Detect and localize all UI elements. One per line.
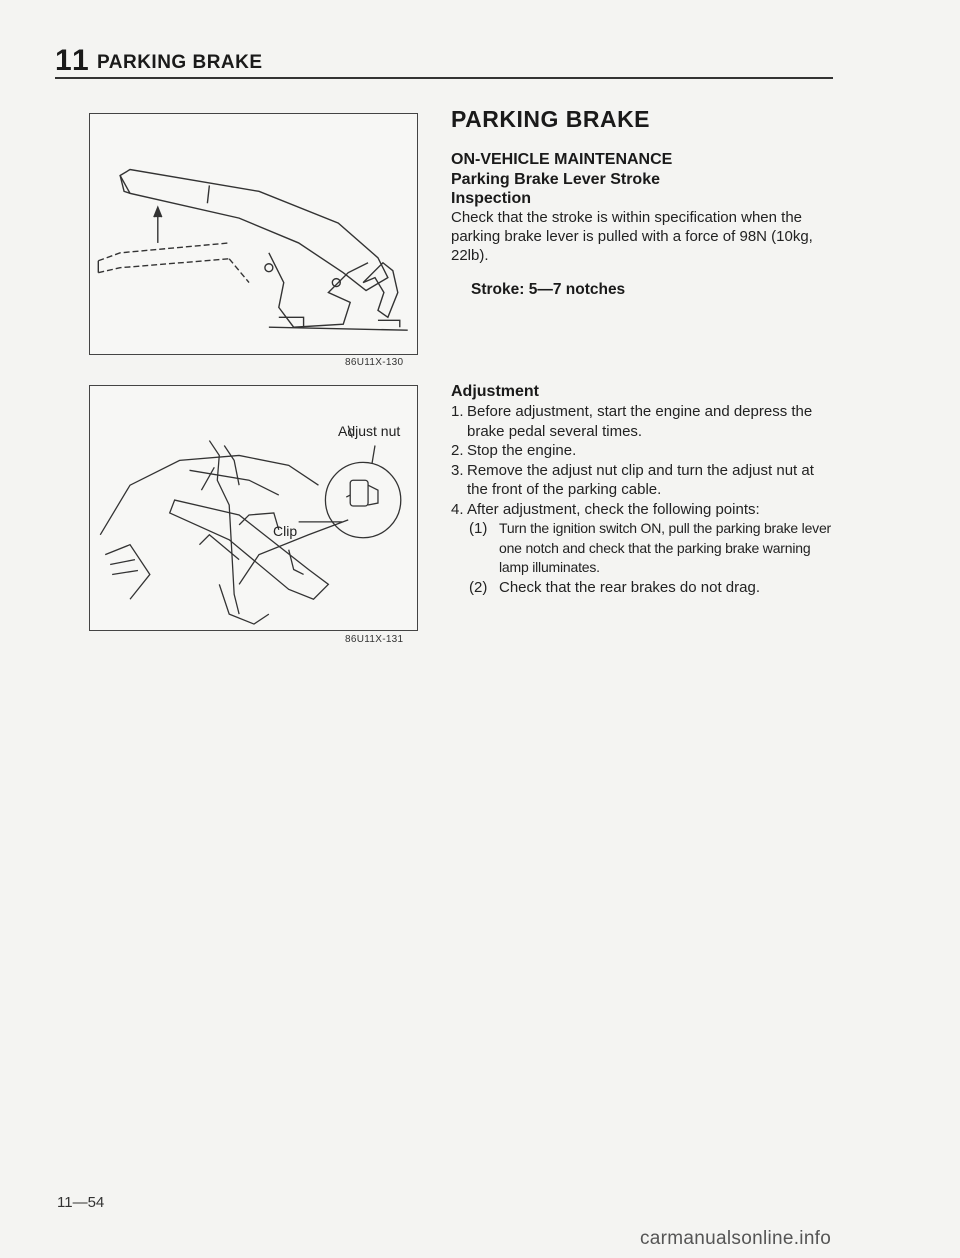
step-number: 2. (451, 442, 464, 459)
adjust-nut-callout: Adjust nut (338, 423, 401, 439)
watermark-text: carmanualsonline.info (640, 1228, 832, 1249)
subheading-maintenance: ON-VEHICLE MAINTENANCE (451, 151, 673, 168)
figure-adjust-nut (89, 385, 418, 631)
adjustment-heading: Adjustment (451, 383, 539, 400)
substep-number: (1) (469, 520, 488, 537)
figure-code: 86U11X-131 (345, 634, 404, 645)
step-number: 1. (451, 403, 464, 420)
substep-item (451, 519, 833, 578)
inspection-paragraph: Check that the stroke is within specification when the parking brake lever is pulled with a force of 98N (10kg, 22lb). (451, 209, 813, 264)
step-text: After adjustment, check the following points: (467, 500, 760, 518)
step-text: Before adjustment, start the engine and depress the brake pedal several times. (467, 403, 813, 440)
subheading-lever-stroke: Parking Brake Lever Stroke (451, 171, 660, 188)
figure-lever-stroke (89, 113, 418, 355)
clip-callout: Clip (273, 523, 298, 539)
step-item (451, 441, 833, 461)
main-heading: PARKING BRAKE (451, 106, 651, 132)
figure-code: 86U11X-130 (345, 357, 404, 368)
substep-item (451, 578, 833, 598)
substep-text: Turn the ignition switch ON, pull the parking brake lever one notch and check that the parking brake warning lamp illuminates. (499, 520, 832, 575)
step-item (451, 500, 833, 520)
step-number: 4. (451, 500, 464, 518)
step-text: Remove the adjust nut clip and turn the adjust nut at the front of the parking cable. (467, 461, 814, 498)
step-number: 3. (451, 461, 464, 479)
step-item (451, 461, 833, 500)
section-number: 11 (55, 44, 91, 77)
stroke-spec: Stroke: 5—7 notches (471, 281, 626, 298)
step-item (451, 402, 833, 441)
substep-text: Check that the rear brakes do not drag. (499, 578, 760, 596)
substep-number: (2) (469, 578, 488, 596)
subheading-inspection: Inspection (451, 190, 532, 207)
page-number: 11—54 (57, 1194, 105, 1211)
section-title: PARKING BRAKE (97, 52, 263, 73)
adjustment-steps (451, 402, 833, 597)
lever-illustration (90, 114, 417, 354)
step-text: Stop the engine. (467, 442, 577, 459)
header-divider (55, 77, 833, 79)
